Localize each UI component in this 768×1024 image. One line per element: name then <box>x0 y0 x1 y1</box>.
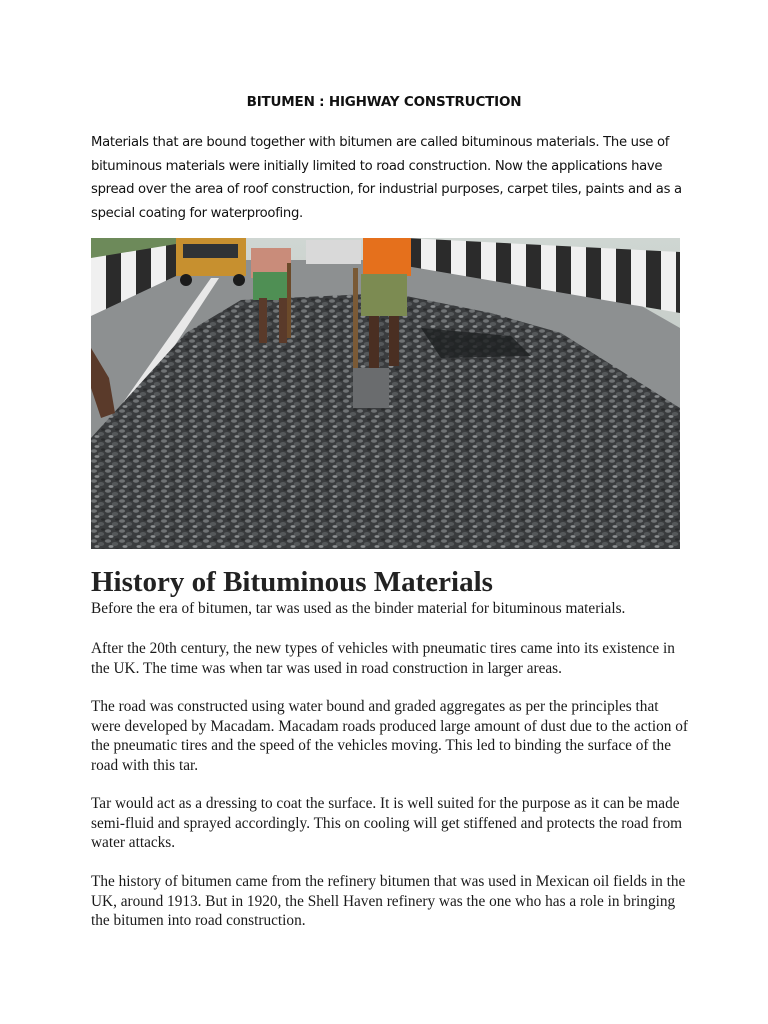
history-paragraph: After the 20th century, the new types of vehicles with pneumatic tires came into its existence in the UK. The time was when tar was used in road construction in larger areas. <box>91 640 675 677</box>
road-construction-photo <box>91 238 680 549</box>
history-paragraph: Tar would act as a dressing to coat the surface. It is well suited for the purpose as it can be made semi-fluid and sprayed accordingly. This on cooling will get stiffened and protects the road from water attacks. <box>91 795 683 852</box>
intro-paragraph: Materials that are bound together with bitumen are called bituminous materials. The use of bituminous materials were initially limited to road construction. Now the applications have spread over the area of roof construction, for industrial purposes, carpet tiles, paints and as a special coating for waterproofing. <box>91 135 682 221</box>
history-paragraph: The road was constructed using water bound and graded aggregates as per the principles that were developed by Macadam. Macadam roads produced large amount of dust due to the action of the pneumatic tires and the speed of the vehicles moving. This led to binding the surface of the road with this tar. <box>91 698 688 774</box>
history-paragraph: The history of bitumen came from the refinery bitumen that was used in Mexican oil fields in the UK, around 1913. But in 1920, the Shell Haven refinery was the one who has a role in bringing the bitumen into road construction. <box>91 873 686 930</box>
document-title: BITUMEN : HIGHWAY CONSTRUCTION <box>246 94 522 110</box>
history-paragraph: Before the era of bitumen, tar was used as the binder material for bituminous materials. <box>91 600 626 617</box>
section-heading: History of Bituminous Materials <box>91 566 493 598</box>
